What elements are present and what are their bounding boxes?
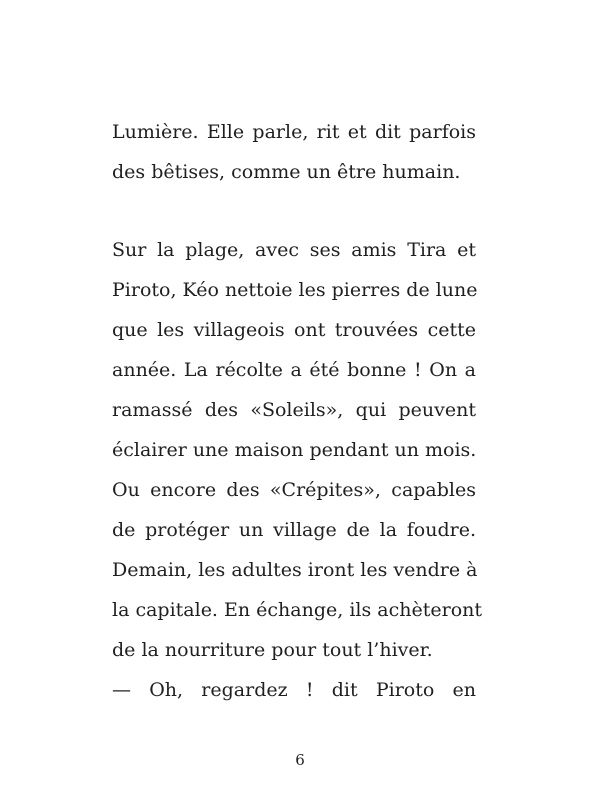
- paragraph-1-line-2: des bêtises, comme un être humain.: [112, 161, 461, 183]
- paragraph-2-line-2: Piroto, Kéo nettoie les pierres de lune: [112, 279, 478, 301]
- paragraph-2-line-11: de la nourriture pour tout l’hiver.: [112, 639, 433, 661]
- paragraph-2-line-1: Sur la plage, avec ses amis Tira et: [112, 239, 476, 261]
- paragraph-2-line-6: éclairer une maison pendant un mois.: [112, 439, 477, 461]
- paragraph-2-line-8: de protéger un village de la foudre.: [112, 519, 476, 541]
- dialogue-line: — Oh, regardez ! dit Piroto en: [112, 679, 476, 701]
- paragraph-2-line-4: année. La récolte a été bonne ! On a: [112, 359, 476, 381]
- paragraph-2-line-5: ramassé des «Soleils», qui peuvent: [112, 399, 476, 421]
- paragraph-1-line-1: Lumière. Elle parle, rit et dit parfois: [112, 121, 476, 143]
- paragraph-2-line-7: Ou encore des «Crépites», capables: [112, 479, 476, 501]
- paragraph-2-line-9: Demain, les adultes iront les vendre à: [112, 559, 478, 581]
- paragraph-2-line-10: la capitale. En échange, ils achèteront: [112, 599, 482, 621]
- page-number: 6: [295, 751, 305, 769]
- paragraph-2-line-3: que les villageois ont trouvées cette: [112, 319, 476, 341]
